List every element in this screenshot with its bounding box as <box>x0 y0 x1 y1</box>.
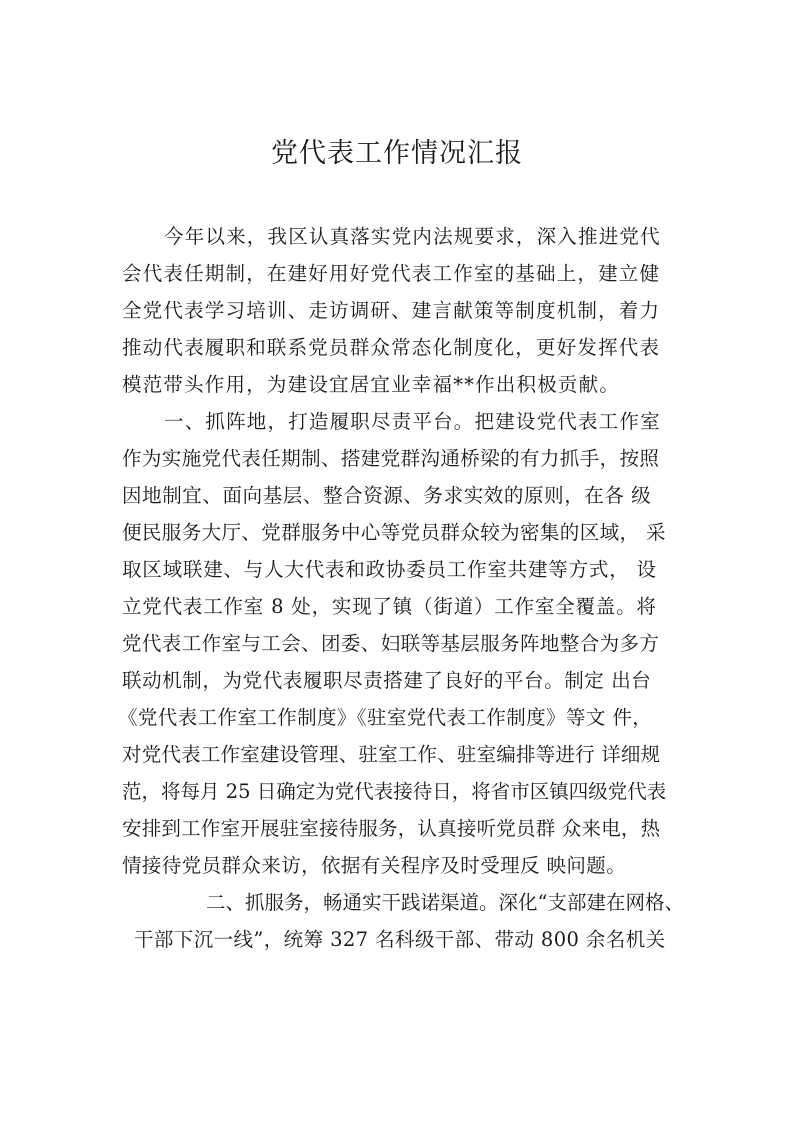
paragraph-line: 因地制宜、面向基层、整合资源、务求实效的原则，在各 级 <box>122 484 652 507</box>
paragraph-line: 便民服务大厅、党群服务中心等党员群众较为密集的区域， 采 <box>122 521 666 544</box>
paragraph-line: 立党代表工作室 8 处，实现了镇（街道）工作室全覆盖。将 <box>122 595 657 618</box>
paragraph-line: 干部下沉一线”，统筹 327 名科级干部、带动 800 余名机关 <box>134 928 666 951</box>
section-heading-line: 一、抓阵地，打造履职尽责平台。把建设党代表工作室 <box>164 410 661 433</box>
paragraph-line: 联动机制，为党代表履职尽责搭建了良好的平台。制定 出台 <box>122 669 652 692</box>
document-title: 党代表工作情况汇报 <box>271 138 523 169</box>
paragraph-line: 党代表工作室与工会、团委、妇联等基层服务阵地整合为多方 <box>122 632 660 655</box>
paragraph-line: 安排到工作室开展驻室接待服务，认真接听党员群 众来电，热 <box>122 817 661 840</box>
paragraph-line: 情接待党员群众来访，依据有关程序及时受理反 映问题。 <box>122 854 627 877</box>
paragraph-line: 推动代表履职和联系党员群众常态化制度化，更好发挥代表 <box>122 336 661 359</box>
paragraph-line: 会代表任期制，在建好用好党代表工作室的基础上，建立健 <box>122 262 661 285</box>
section-heading-line: 二、抓服务，畅通实干践诺渠道。深化“支部建在网格、 <box>206 891 684 914</box>
paragraph-line: 对党代表工作室建设管理、驻室工作、驻室编排等进行 详细规 <box>122 743 661 766</box>
paragraph-line: 范，将每月 25 日确定为党代表接待日，将省市区镇四级党代表 <box>122 780 667 803</box>
paragraph-line: 今年以来，我区认真落实党内法规要求，深入推进党代 <box>164 225 661 248</box>
paragraph-line: 《党代表工作室工作制度》《驻室党代表工作制度》等文 件， <box>118 706 653 729</box>
paragraph-line: 作为实施党代表任期制、搭建党群沟通桥梁的有力抓手，按照 <box>122 447 660 470</box>
paragraph-line: 全党代表学习培训、走访调研、建言献策等制度机制，着力 <box>122 299 661 322</box>
paragraph-line: 取区域联建、与人大代表和政协委员工作室共建等方式， 设 <box>122 558 657 581</box>
paragraph-line: 模范带头作用，为建设宜居宜业幸福**作出积极贡献。 <box>122 373 621 396</box>
